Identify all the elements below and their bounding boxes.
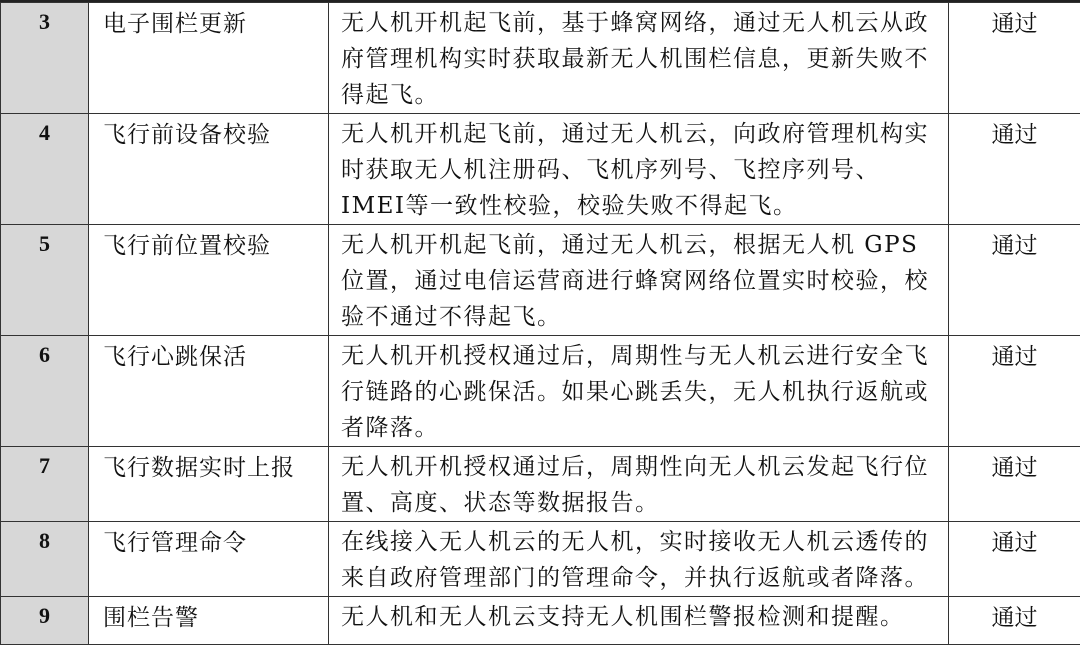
test-result: 通过 (949, 522, 1080, 597)
table-row (1, 336, 1080, 447)
row-number: 6 (1, 336, 89, 447)
test-item-name: 围栏告警 (89, 597, 329, 645)
test-item-name: 飞行数据实时上报 (89, 447, 329, 522)
test-item-name: 电子围栏更新 (89, 3, 329, 114)
row-number: 9 (1, 597, 89, 645)
table-row (1, 522, 1080, 597)
test-result: 通过 (949, 114, 1080, 225)
row-number: 3 (1, 3, 89, 114)
test-item-description: 无人机开机授权通过后，周期性向无人机云发起飞行位置、高度、状态等数据报告。 (329, 447, 949, 522)
test-item-description: 无人机和无人机云支持无人机围栏警报检测和提醒。 (329, 597, 949, 645)
test-item-description: 无人机开机起飞前，基于蜂窝网络，通过无人机云从政府管理机构实时获取最新无人机围栏信息，更新失败不得起飞。 (329, 3, 949, 114)
row-number: 7 (1, 447, 89, 522)
table-row (1, 114, 1080, 225)
table-row (1, 3, 1080, 114)
test-item-description: 无人机开机起飞前，通过无人机云，向政府管理机构实时获取无人机注册码、飞机序列号、飞控序列号、IMEI等一致性校验，校验失败不得起飞。 (329, 114, 949, 225)
test-result: 通过 (949, 3, 1080, 114)
table-row (1, 447, 1080, 522)
row-number: 4 (1, 114, 89, 225)
test-item-name: 飞行管理命令 (89, 522, 329, 597)
row-number: 5 (1, 225, 89, 336)
test-item-description: 无人机开机授权通过后，周期性与无人机云进行安全飞行链路的心跳保活。如果心跳丢失，无人机执行返航或者降落。 (329, 336, 949, 447)
row-number: 8 (1, 522, 89, 597)
test-result: 通过 (949, 597, 1080, 645)
test-result: 通过 (949, 336, 1080, 447)
table-row (1, 597, 1080, 645)
test-result: 通过 (949, 225, 1080, 336)
table-row (1, 225, 1080, 336)
test-item-name: 飞行前设备校验 (89, 114, 329, 225)
test-results-table (0, 2, 1080, 645)
test-item-name: 飞行心跳保活 (89, 336, 329, 447)
test-item-name: 飞行前位置校验 (89, 225, 329, 336)
test-item-description: 在线接入无人机云的无人机，实时接收无人机云透传的来自政府管理部门的管理命令，并执行返航或者降落。 (329, 522, 949, 597)
test-item-description: 无人机开机起飞前，通过无人机云，根据无人机 GPS 位置，通过电信运营商进行蜂窝网络位置实时校验，校验不通过不得起飞。 (329, 225, 949, 336)
test-result: 通过 (949, 447, 1080, 522)
